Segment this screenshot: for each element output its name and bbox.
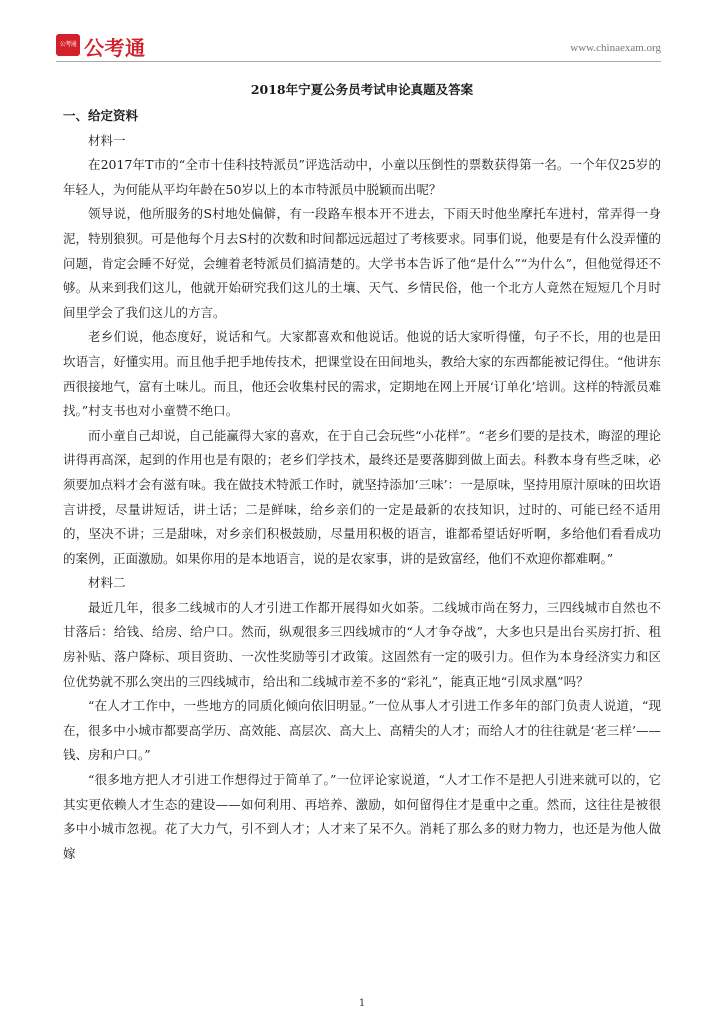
document-title: 2018年宁夏公务员考试申论真题及答案 (250, 82, 474, 97)
logo-text: 公考通 (84, 36, 146, 60)
material2-paragraph: “很多地方把人才引进工作想得过于简单了。”一位评论家说道，“人才工作不是把人引进来就可以的，它其实更依赖人才生态的建设——如何利用、再培养、激励，如何留得住才是重中之重。然而，这往往是被很多中小城市忽视。花了大力气，引不到人才；人才来了呆不久。消耗了那么多的财力物力，也还是为他人做嫁 (63, 772, 661, 861)
material1-heading: 材料一 (88, 132, 126, 148)
header-divider (56, 61, 661, 62)
material1-paragraph: 而小童自己却说，自己能赢得大家的喜欢，在于自己会玩些“小花样”。“老乡们要的是技术，晦涩的理论讲得再高深，起到的作用也是有限的；老乡们学技术，最终还是要落脚到做上面去。科教本身有些乏味，必须要加点料才会有滋有味。我在做技术特派工作时，就坚持添加‘三味’：一是原味，坚持用原汁原味的田坎语言讲授，尽量讲短话，讲土话；二是鲜味，给乡亲们的一定是最新的农技知识，过时的、可能已经不适用的，坚决不讲；三是甜味，对乡亲们积极鼓励，尽量用积极的语言，谁都希望话好听啊，多给他们看看成功的案例，正面激励。如果你用的是本地语言，说的是农家事，讲的是致富经，他们不欢迎你都难啊。” (63, 427, 661, 566)
section-heading: 一、给定资料 (63, 108, 139, 123)
material2-paragraph: “在人才工作中，一些地方的同质化倾向依旧明显。”一位从事人才引进工作多年的部门负责人说道，“现在，很多中小城市都要高学历、高效能、高层次、高大上、高精尖的人才；而给人才的往往就是‘老三样’——钱、房和户口。” (63, 698, 661, 763)
page-number: 1 (358, 998, 366, 1009)
material1-paragraph: 在2017年T市的“全市十佳科技特派员”评选活动中，小童以压倒性的票数获得第一名。一个年仅25岁的年轻人，为何能从平均年龄在50岁以上的本市特派员中脱颖而出呢？ (63, 157, 661, 197)
material1-paragraph: 老乡们说，他态度好，说话和气。大家都喜欢和他说话。他说的话大家听得懂，句子不长，用的也是田坎语言，好懂实用。而且他手把手地传技术，把课堂设在田间地头，教给大家的东西都能被记得住。“他讲东西很接地气，富有土味儿。而且，他还会收集村民的需求，定期地在网上开展‘订单化’培训。这样的特派员难找。”村支书也对小童赞不绝口。 (63, 329, 661, 419)
document-body (63, 104, 661, 866)
logo-badge-icon: 公考通 (56, 34, 80, 56)
material2-heading: 材料二 (88, 575, 126, 591)
site-url[interactable]: www.chinaexam.org (570, 42, 661, 54)
page-header (56, 34, 661, 60)
material2-paragraph: 最近几年，很多二线城市的人才引进工作都开展得如火如荼。二线城市尚在努力，三四线城市自然也不甘落后：给钱、给房、给户口。然而，纵观很多三四线城市的“人才争夺战”，大多也只是出台买房打折、租房补贴、落户降标、项目资助、一次性奖励等引才政策。这固然有一定的吸引力。但作为本身经济实力和区位优势就不那么突出的三四线城市，给出和二线城市差不多的“彩礼”，能真正地“引凤求凰”吗？ (63, 599, 661, 689)
material1-paragraph: 领导说，他所服务的S村地处偏僻，有一段路车根本开不进去，下雨天时他坐摩托车进村，常弄得一身泥，特别狼狈。可是他每个月去S村的次数和时间都远远超过了考核要求。同事们说，他要是有什么没弄懂的问题，肯定会睡不好觉，会缠着老特派员们搞清楚的。大学书本告诉了他“是什么”“为什么”，但他觉得还不够。从来到我们这儿，他就开始研究我们这儿的土壤、天气、乡情民俗，他一个北方人竟然在短短几个月时间里学会了我们这儿的方言。 (63, 206, 661, 320)
